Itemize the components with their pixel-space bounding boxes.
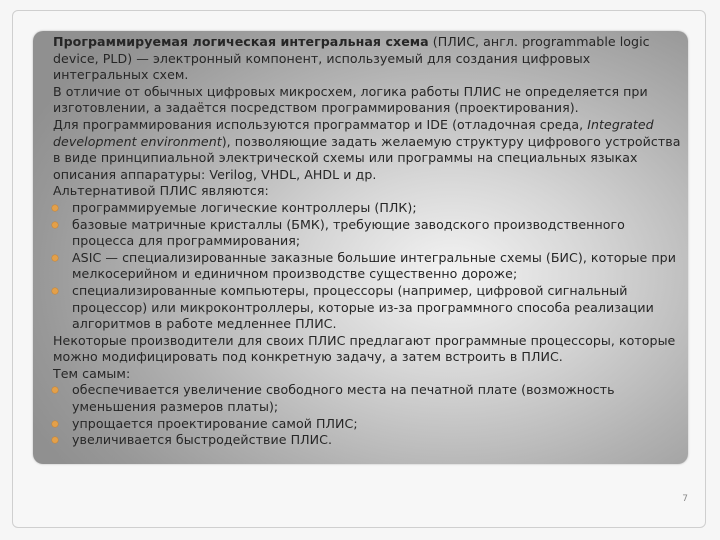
list-item: [53, 432, 685, 449]
bullet-icon: [52, 255, 58, 261]
list-item-text: увеличивается быстродействие ПЛИС.: [72, 432, 332, 448]
paragraph-programming: [53, 117, 685, 183]
programming-text-start: Для программирования используются программатор и IDE (отладочная среда,: [53, 116, 588, 132]
list-item: [53, 283, 685, 333]
list-item: [53, 416, 685, 433]
bullet-icon: [52, 288, 58, 294]
paragraph-alternatives-intro: Альтернативой ПЛИС являются:: [53, 183, 269, 199]
bullet-icon: [52, 421, 58, 427]
list-item-text: ASIC — специализированные заказные большие интегральные схемы (БИС), которые при мелкосерийном и единичном производстве существенно дороже;: [72, 249, 676, 282]
intro-text: (ПЛИС, англ. programmable logic device, PLD) — электронный компонент, используемый для создания цифровых интегральных схем.: [53, 34, 650, 83]
bullet-icon: [52, 205, 58, 211]
list-item-text: обеспечивается увеличение свободного места на печатной плате (возможность уменьшения размеров платы);: [72, 382, 615, 415]
alternatives-list: [53, 200, 685, 333]
list-item-text: специализированные компьютеры, процессоры (например, цифровой сигнальный процессор) или микроконтроллеры, которые из-за программного способа реализации алгоритмов в работе медленнее ПЛИС.: [72, 282, 654, 332]
list-item: [53, 200, 685, 217]
paragraph-logic: В отличие от обычных цифровых микросхем, логика работы ПЛИС не определяется при изготовлении, а задаётся посредством программирования (проектирования).: [53, 83, 648, 116]
list-item-text: программируемые логические контроллеры (ПЛК);: [72, 199, 417, 215]
intro-paragraph: [53, 34, 685, 84]
slide-content: [53, 34, 685, 449]
list-item: [53, 250, 685, 283]
bullet-icon: [52, 387, 58, 393]
benefits-list: [53, 382, 685, 448]
programming-text-end: ), позволяющие задать желаемую структуру цифрового устройства в виде принципиальной электрической схемы или программы на специальных языках описания аппаратуры: Verilog, VHDL, AHDL и др.: [53, 133, 681, 182]
paragraph-soft-processors: Некоторые производители для своих ПЛИС предлагают программные процессоры, которые можно модифицировать под конкретную задачу, а затем встроить в ПЛИС.: [53, 332, 676, 365]
list-item-text: базовые матричные кристаллы (БМК), требующие заводского производственного процесса для программирования;: [72, 216, 625, 249]
paragraph-therefore: Тем самым:: [53, 365, 131, 381]
term-title: Программируемая логическая интегральная схема: [53, 34, 429, 49]
list-item: [53, 382, 685, 415]
list-item: [53, 217, 685, 250]
bullet-icon: [52, 437, 58, 443]
page-number: 7: [682, 494, 688, 504]
list-item-text: упрощается проектирование самой ПЛИС;: [72, 415, 358, 431]
ide-term: Integrated development environment: [53, 116, 654, 149]
bullet-icon: [52, 222, 58, 228]
